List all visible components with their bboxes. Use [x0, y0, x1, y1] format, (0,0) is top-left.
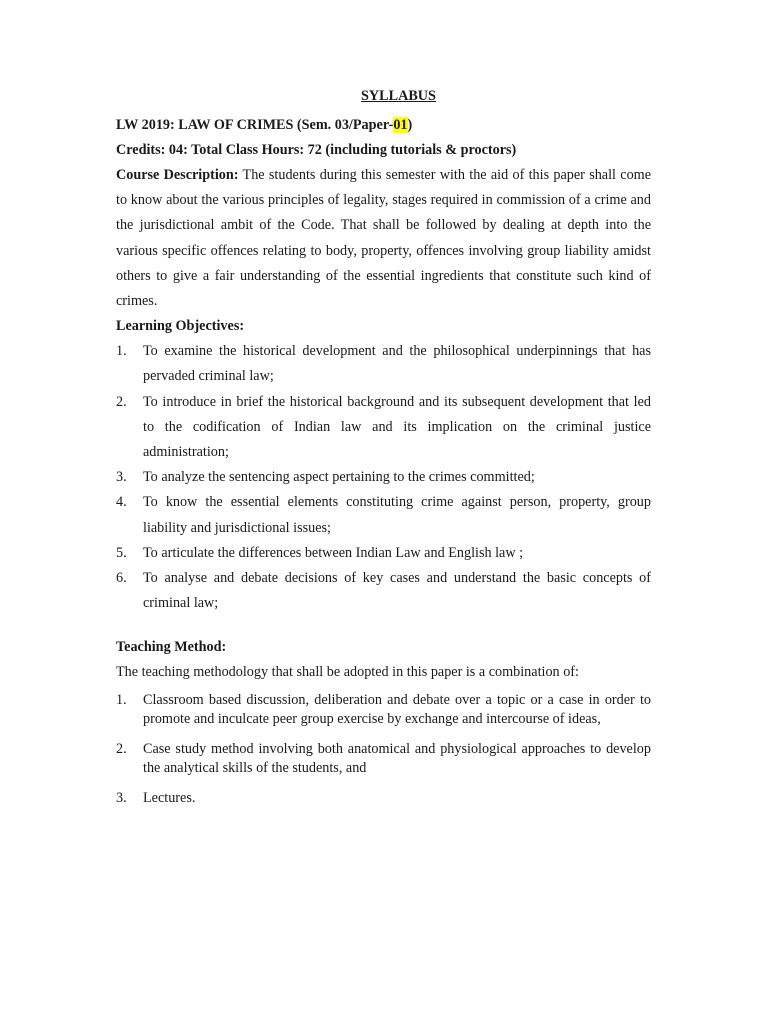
course-description-label: Course Description:	[116, 167, 239, 183]
course-code-line: LW 2019: LAW OF CRIMES (Sem. 03/Paper-01)	[116, 117, 413, 133]
list-item: 4. To know the essential elements constituting crime against person, property, group liability and jurisdictional issues;	[116, 494, 651, 536]
teaching-method-intro: The teaching methodology that shall be adopted in this paper is a combination of:	[116, 664, 579, 681]
page-title: SYLLABUS	[361, 88, 436, 104]
list-item: 2. To introduce in brief the historical background and its subsequent development that led to the codification of Indian law and its implication on the criminal justice administration;	[116, 393, 651, 461]
list-item: 6. To analyse and debate decisions of key cases and understand the basic concepts of criminal law;	[116, 570, 651, 612]
course-description	[116, 163, 651, 314]
highlighted-paper-number: 01	[393, 117, 408, 133]
teaching-method-heading: Teaching Method:	[116, 639, 227, 656]
list-item: 5. To articulate the differences between Indian Law and English law ;	[116, 544, 524, 561]
learning-objectives-heading: Learning Objectives:	[116, 318, 245, 335]
list-item: 1. To examine the historical development and the philosophical underpinnings that has pervaded criminal law;	[116, 343, 651, 385]
document-body	[116, 86, 651, 819]
course-description-text: The students during this semester with the aid of this paper shall come to know about the various principles of legality, stages required in commission of a crime and the jurisdictional ambit of the Code. That shall be followed by dealing at depth into the various specific offences relating to body, property, offences involving group liability amidst others to give a fair understanding of the essential ingredients that constitute such kind of crimes.	[116, 167, 651, 310]
learning-objectives-list	[116, 339, 651, 616]
list-item: 3. To analyze the sentencing aspect pertaining to the crimes committed;	[116, 469, 535, 486]
list-item: 2. Case study method involving both anatomical and physiological approaches to develop the analytical skills of the students, and	[116, 741, 651, 777]
credits-line: Credits: 04: Total Class Hours: 72 (including tutorials & proctors)	[116, 142, 517, 158]
list-item: 1. Classroom based discussion, deliberation and debate over a topic or a case in order to promote and inculcate peer group exercise by exchange and intercourse of ideas,	[116, 692, 651, 728]
teaching-method-list	[116, 691, 651, 808]
list-item: 3. Lectures.	[116, 790, 196, 807]
section-spacer	[116, 616, 651, 635]
